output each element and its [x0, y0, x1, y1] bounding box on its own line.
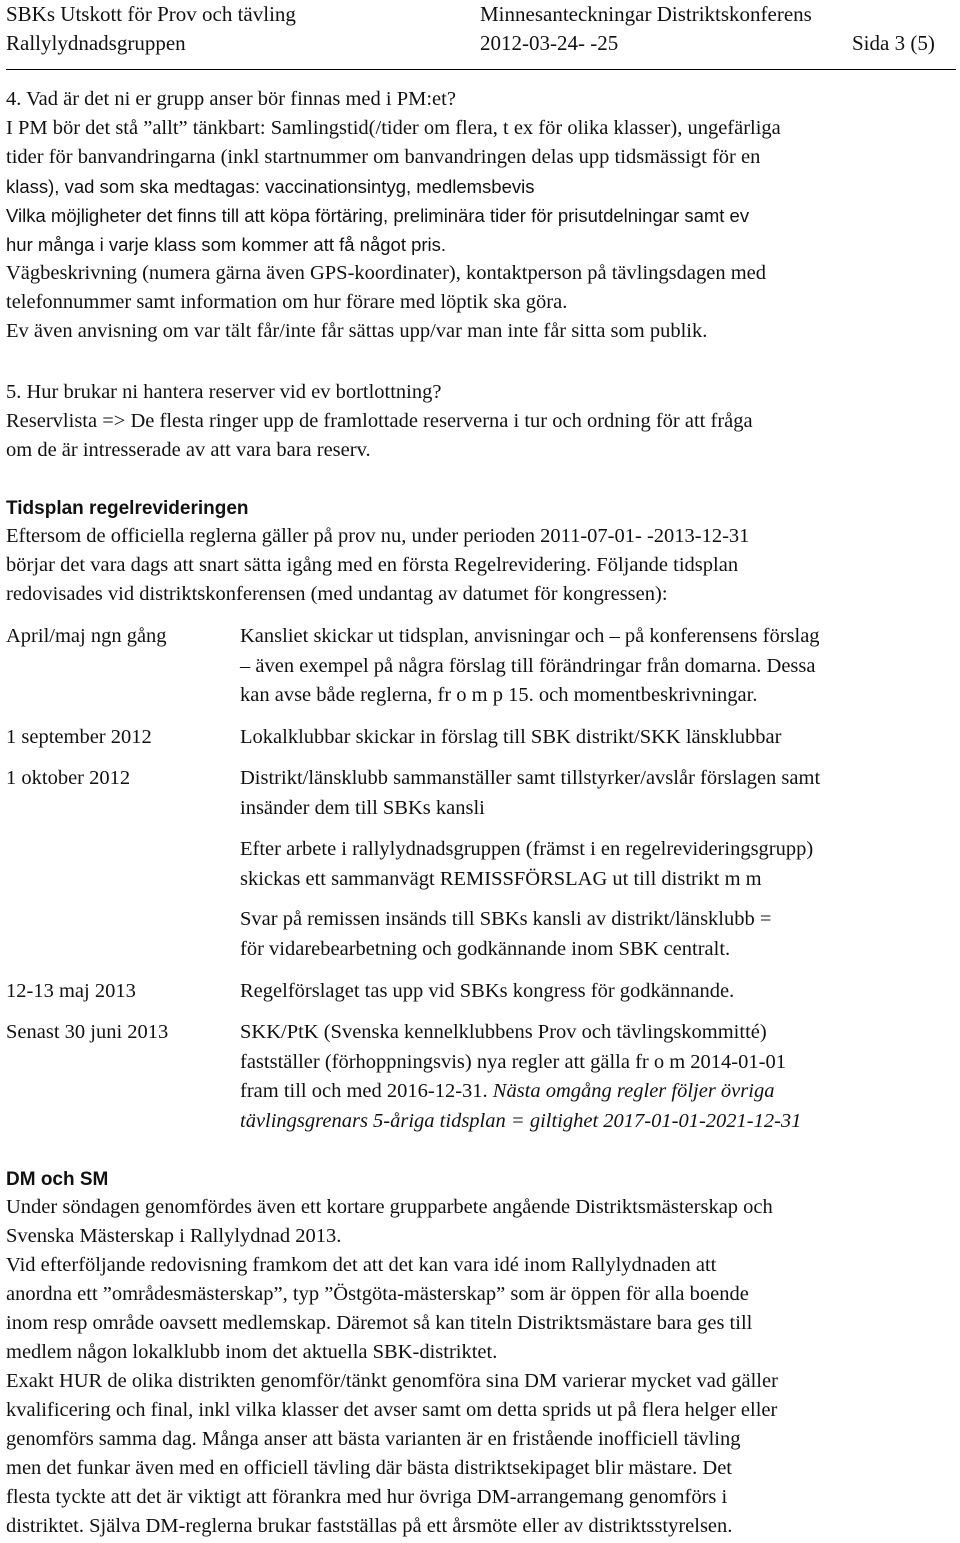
header-date: 2012-03-24- -25: [480, 31, 619, 55]
schedule-line: kan avse både reglerna, fr o m p 15. och momentbeskrivningar.: [240, 684, 758, 706]
q4-question: 4. Vad är det ni er grupp anser bör finnas med i PM:et?: [6, 88, 456, 110]
schedule-line: – även exempel på några förslag till förändringar från domarna. Dessa: [240, 654, 816, 677]
schedule-line: [240, 1077, 960, 1107]
q4-line: telefonnummer samt information om hur förare med löptik ska göra.: [6, 291, 568, 313]
dmsm-line: flesta tyckte att det är viktigt att förankra med hur övriga DM-arrangemang genomförs i: [6, 1486, 728, 1508]
dmsm-line: men det funkar även med en officiell tävling där bästa distriktsekipaget blir mästare. Det: [6, 1457, 732, 1479]
header-org: SBKs Utskott för Prov och tävling: [6, 2, 296, 26]
schedule-line: Svar på remissen insänds till SBKs kansli av distrikt/länsklubb =: [240, 908, 772, 930]
dmsm-heading: DM och SM: [6, 1169, 109, 1190]
tidsplan-line: börjar det vara dags att snart sätta igång med en första Regelrevidering. Följande tidsplan: [6, 554, 739, 576]
schedule-line: SKK/PtK (Svenska kennelklubbens Prov och tävlingskommitté): [240, 1021, 767, 1043]
q4-line: Ev även anvisning om var tält får/inte får sättas upp/var man inte får sitta som publik.: [6, 320, 708, 342]
schedule-date: April/maj ngn gång: [6, 625, 167, 647]
tidsplan-line: redovisades vid distriktskonferensen (med undantag av datumet för kongressen):: [6, 583, 668, 605]
q4-line: Vilka möjligheter det finns till att köpa förtäring, preliminära tider för prisutdelningar samt ev: [6, 205, 750, 226]
dmsm-line: Under söndagen genomfördes även ett kortare grupparbete angående Distriktsmästerskap och: [6, 1196, 773, 1218]
dmsm-line: Vid efterföljande redovisning framkom det att det kan vara idé inom Rallylydnaden att: [6, 1254, 717, 1276]
dmsm-line: Svenska Mästerskap i Rallylydnad 2013.: [6, 1225, 342, 1247]
q5-line: om de är intresserade av att vara bara reserv.: [6, 439, 371, 461]
q5-question: 5. Hur brukar ni hantera reserver vid ev bortlottning?: [6, 381, 442, 403]
schedule-line: skickas ett sammanvägt REMISSFÖRSLAG ut till distrikt m m: [240, 867, 762, 890]
schedule-text: [240, 905, 960, 964]
schedule-line: Regelförslaget tas upp vid SBKs kongress för godkännande.: [240, 980, 735, 1002]
q5-answer: [6, 407, 956, 465]
schedule-text: [240, 723, 960, 753]
q4-line: klass), vad som ska medtagas: vaccinationsintyg, medlemsbevis: [6, 176, 535, 197]
schedule-date: 12-13 maj 2013: [6, 980, 136, 1002]
dmsm-line: distriktet. Själva DM-reglerna brukar fastställas på ett årsmöte eller av distriktsstyrelsen.: [6, 1515, 733, 1537]
schedule-text: [240, 622, 960, 711]
schedule-text: [240, 1018, 960, 1136]
schedule-text: [240, 764, 960, 823]
dmsm-line: anordna ett ”områdesmästerskap”, typ ”Östgöta-mästerskap” som är öppen för alla boende: [6, 1283, 749, 1305]
schedule-line-italic: tävlingsgrenars 5-åriga tidsplan = giltighet 2017-01-01-2021-12-31: [240, 1109, 802, 1132]
dmsm-line: inom resp område oavsett medlemskap. Däremot så kan titeln Distriktsmästare bara ges till: [6, 1312, 753, 1334]
schedule-line: Kansliet skickar ut tidsplan, anvisningar och – på konferensens förslag: [240, 625, 820, 647]
q4-line: tider för banvandringarna (inkl startnummer om banvandringen delas upp tidsmässigt för en: [6, 146, 761, 168]
header-doc-title: Minnesanteckningar Distriktskonferens: [480, 2, 812, 26]
schedule-line: Distrikt/länsklubb sammanställer samt tillstyrker/avslår förslagen samt: [240, 767, 821, 789]
schedule-text: [240, 835, 960, 894]
dmsm-line: genomförs samma dag. Många anser att bästa varianten är en fristående inofficiell tävling: [6, 1428, 741, 1450]
schedule-line-italic: Nästa omgång regler följer övriga: [492, 1080, 775, 1102]
dmsm-line: medlem någon lokalklubb inom det aktuella SBK-distriktet.: [6, 1341, 498, 1363]
q4-line: hur många i varje klass som kommer att få något pris.: [6, 234, 447, 255]
header-group: Rallylydnadsgruppen: [6, 31, 186, 55]
schedule-date: Senast 30 juni 2013: [6, 1021, 169, 1043]
schedule-line: Lokalklubbar skickar in förslag till SBK distrikt/SKK länsklubbar: [240, 726, 782, 748]
header-divider: [6, 69, 956, 70]
tidsplan-line: Eftersom de officiella reglerna gäller på prov nu, under perioden 2011-07-01- -2013-12-31: [6, 525, 750, 547]
schedule-text: [240, 977, 960, 1007]
dmsm-line: Exakt HUR de olika distrikten genomför/tänkt genomföra sina DM varierar mycket vad gäller: [6, 1370, 778, 1392]
schedule-line: insänder dem till SBKs kansli: [240, 796, 485, 819]
q4-answer: [6, 114, 956, 346]
q4-line: Vägbeskrivning (numera gärna även GPS-koordinater), kontaktperson på tävlingsdagen med: [6, 262, 766, 284]
dmsm-body: [6, 1193, 956, 1541]
schedule-date: 1 september 2012: [6, 726, 152, 748]
header-page-number: Sida 3 (5): [852, 31, 935, 55]
schedule-line-plain: fram till och med 2016-12-31.: [240, 1080, 493, 1102]
schedule-date: 1 oktober 2012: [6, 767, 131, 789]
schedule-line: Efter arbete i rallylydnadsgruppen (främst i en regelrevideringsgrupp): [240, 838, 814, 860]
schedule-line: för vidarebearbetning och godkännande inom SBK centralt.: [240, 937, 731, 960]
q5-line: Reservlista => De flesta ringer upp de framlottade reserverna i tur och ordning för att fråga: [6, 410, 753, 432]
dmsm-line: kvalificering och final, inkl vilka klasser det avser samt om detta sprids ut på flera helger eller: [6, 1399, 778, 1421]
tidsplan-heading: Tidsplan regelrevideringen: [6, 498, 249, 519]
tidsplan-intro: [6, 522, 956, 609]
schedule-line: fastställer (förhoppningsvis) nya regler att gälla fr o m 2014-01-01: [240, 1050, 786, 1073]
q4-line: I PM bör det stå ”allt” tänkbart: Samlingstid(/tider om flera, t ex för olika klasser), ungefärliga: [6, 117, 781, 139]
